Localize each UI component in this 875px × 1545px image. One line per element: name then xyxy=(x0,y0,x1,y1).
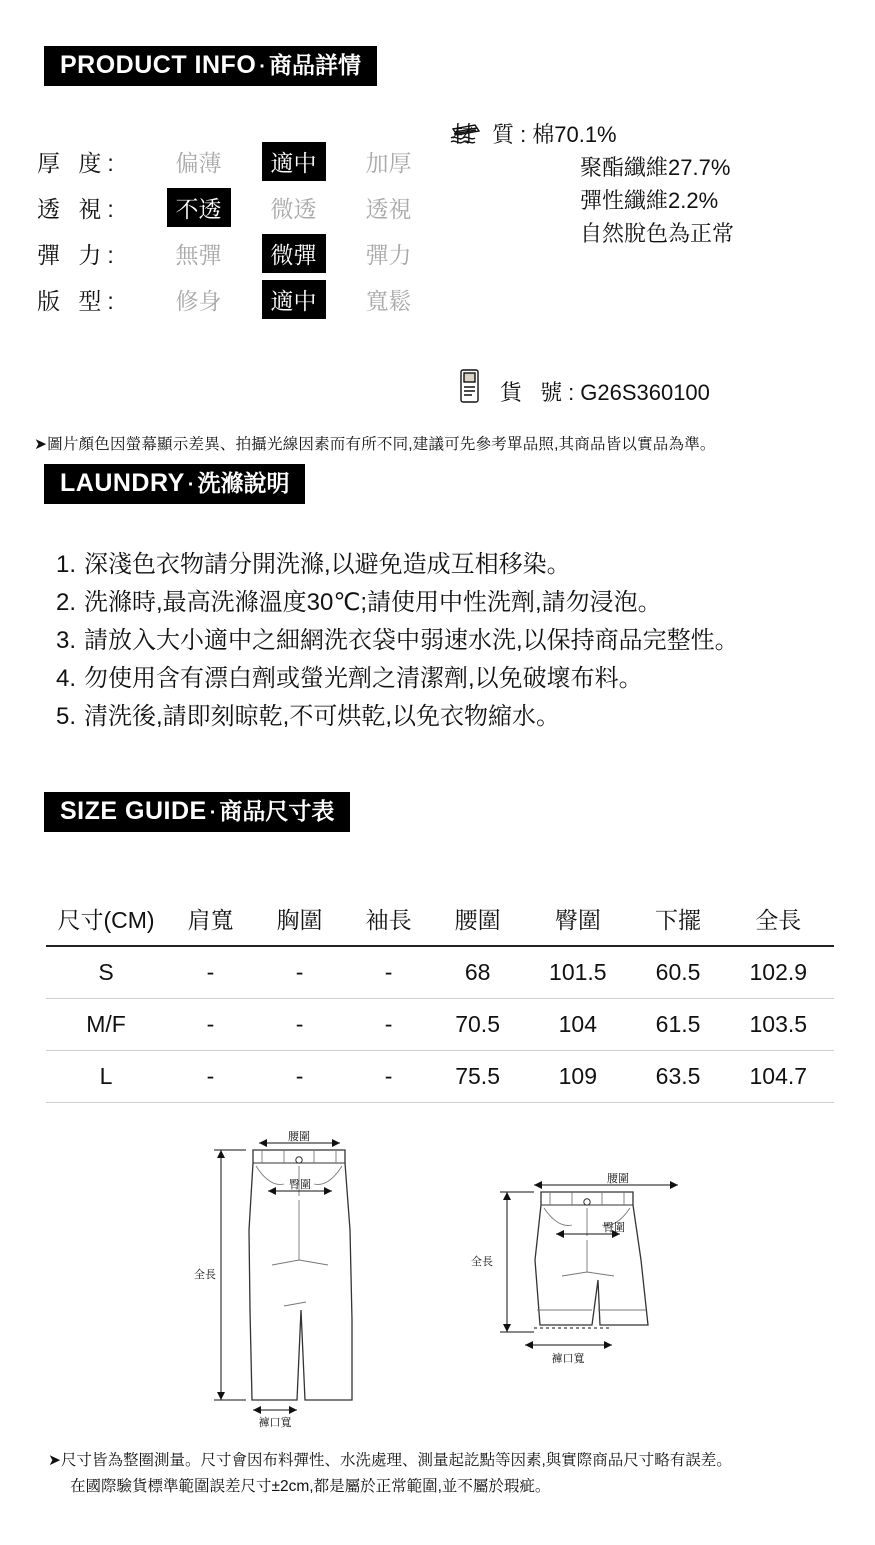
attribute-label-fit: 版 型: xyxy=(37,287,120,314)
size-row-2-cell-5: 109 xyxy=(522,1051,633,1103)
size-guide-band xyxy=(44,792,350,832)
size-col-header-2: 胸圍 xyxy=(255,890,344,946)
attribute-option-thickness-1-text: 適中 xyxy=(262,142,326,181)
material-info xyxy=(452,118,734,250)
table-header-row xyxy=(46,890,834,946)
size-row-2-cell-6: 63.5 xyxy=(634,1051,723,1103)
attribute-option-sheerness-1 xyxy=(246,184,341,230)
laundry-title-en: LAUNDRY xyxy=(60,469,185,497)
size-row-1-cell-1: - xyxy=(166,999,255,1051)
material-label: 材 質: xyxy=(452,122,533,147)
list-item xyxy=(42,698,739,736)
shorts-total-length-label: 全長 xyxy=(471,1256,493,1268)
attribute-row-fit xyxy=(36,276,436,322)
size-row-1-cell-5: 104 xyxy=(522,999,633,1051)
laundry-item-number-1: 1. xyxy=(55,551,76,578)
laundry-band xyxy=(44,464,305,504)
shorts-waist-label: 腰圍 xyxy=(607,1173,629,1185)
color-disclaimer-note: ➤圖片顏色因螢幕顯示差異、拍攝光線因素而有所不同,建議可先參考單品照,其商品皆以實品為準。 xyxy=(34,436,716,453)
attribute-option-thickness-2-text: 加厚 xyxy=(365,149,412,176)
laundry-item-number-2: 2. xyxy=(55,589,76,616)
laundry-item-text-1: 深淺色衣物請分開洗滌,以避免造成互相移染。 xyxy=(84,551,571,578)
attribute-option-fit-0-text: 修身 xyxy=(175,287,222,314)
attribute-option-sheerness-1-text: 微透 xyxy=(270,195,317,222)
attribute-option-thickness-1 xyxy=(246,138,341,184)
size-col-header-6: 下擺 xyxy=(634,890,723,946)
attribute-option-sheerness-2-text: 透視 xyxy=(365,195,412,222)
sku-label: 貨 號: xyxy=(500,380,581,405)
size-note-line-1: ➤尺寸皆為整圈測量。尺寸會因布料彈性、水洗處理、測量起訖點等因素,與實際商品尺寸略有誤差。 xyxy=(48,1452,732,1469)
product-info-band xyxy=(44,46,377,86)
product-info-dot: · xyxy=(259,56,266,78)
laundry-header xyxy=(44,464,305,504)
size-guide-title-zh: 商品尺寸表 xyxy=(219,798,335,824)
attribute-option-thickness-0-text: 偏薄 xyxy=(175,149,222,176)
size-row-2-cell-0: L xyxy=(46,1051,166,1103)
attribute-option-sheerness-0-text: 不透 xyxy=(167,188,231,227)
table-row xyxy=(46,1051,834,1103)
size-row-1-cell-4: 70.5 xyxy=(433,999,522,1051)
pants-waist-label: 腰圍 xyxy=(288,1131,310,1143)
size-row-0-cell-1: - xyxy=(166,946,255,999)
size-guide-table xyxy=(46,890,834,1103)
attribute-option-fit-2-text: 寬鬆 xyxy=(365,287,412,314)
shorts-hip-label: 臀圍 xyxy=(603,1222,625,1234)
size-row-0-cell-0: S xyxy=(46,946,166,999)
shorts-hem-width-label: 褲口寬 xyxy=(551,1353,585,1365)
size-row-0-cell-2: - xyxy=(255,946,344,999)
attribute-option-fit-2 xyxy=(341,276,436,322)
attribute-option-sheerness-0 xyxy=(151,184,246,230)
attribute-table xyxy=(36,138,436,322)
attribute-option-elasticity-0-text: 無彈 xyxy=(175,241,222,268)
measurement-diagrams xyxy=(0,1110,875,1430)
size-guide-dot: · xyxy=(209,802,217,824)
list-item xyxy=(42,546,739,584)
laundry-item-text-4: 勿使用含有漂白劑或螢光劑之清潔劑,以免破壞布料。 xyxy=(84,665,643,692)
attribute-label-elasticity: 彈 力: xyxy=(37,241,120,268)
pants-total-length-label: 全長 xyxy=(194,1269,216,1281)
sku-value: G26S360100 xyxy=(580,380,710,405)
material-value-1: 棉70.1% xyxy=(532,122,617,147)
product-info-title-zh: 商品詳情 xyxy=(268,52,361,78)
sku-info xyxy=(500,376,710,407)
size-row-0-cell-4: 68 xyxy=(433,946,522,999)
laundry-item-number-5: 5. xyxy=(55,703,76,730)
pants-hip-label: 臀圍 xyxy=(289,1179,311,1191)
laundry-item-number-3: 3. xyxy=(55,627,76,654)
size-guide-header xyxy=(44,792,350,832)
size-row-1-cell-3: - xyxy=(344,999,433,1051)
size-guide-title-en: SIZE GUIDE xyxy=(60,797,207,825)
attribute-option-elasticity-1 xyxy=(246,230,341,276)
attribute-option-thickness-2 xyxy=(341,138,436,184)
size-row-2-cell-3: - xyxy=(344,1051,433,1103)
size-row-0-cell-5: 101.5 xyxy=(522,946,633,999)
attribute-option-elasticity-1-text: 微彈 xyxy=(262,234,326,273)
size-row-0-cell-6: 60.5 xyxy=(634,946,723,999)
size-disclaimer-note xyxy=(48,1448,848,1500)
price-tag-icon xyxy=(455,368,485,404)
attribute-option-fit-0 xyxy=(151,276,246,322)
laundry-instruction-list xyxy=(42,546,739,736)
attribute-option-elasticity-2 xyxy=(341,230,436,276)
list-item xyxy=(42,584,739,622)
size-col-header-0: 尺寸(CM) xyxy=(46,890,166,946)
laundry-dot: · xyxy=(187,474,195,496)
product-info-header xyxy=(44,46,377,86)
list-item xyxy=(42,660,739,698)
table-row xyxy=(46,946,834,999)
laundry-item-number-4: 4. xyxy=(55,665,76,692)
size-col-header-5: 臀圍 xyxy=(522,890,633,946)
material-line-3: 彈性纖維2.2% xyxy=(580,188,719,213)
shorts-diagram xyxy=(500,1181,678,1349)
attribute-option-fit-1 xyxy=(246,276,341,322)
size-row-1-cell-7: 103.5 xyxy=(723,999,834,1051)
size-row-1-cell-2: - xyxy=(255,999,344,1051)
size-col-header-4: 腰圍 xyxy=(433,890,522,946)
attribute-option-elasticity-0 xyxy=(151,230,246,276)
laundry-title-zh: 洗滌說明 xyxy=(197,470,290,496)
size-note-line-2: 在國際驗貨標準範圍誤差尺寸±2cm,都是屬於正常範圍,並不屬於瑕疵。 xyxy=(70,1478,551,1495)
size-col-header-3: 袖長 xyxy=(344,890,433,946)
material-line-1 xyxy=(452,118,734,151)
list-item xyxy=(42,622,739,660)
attribute-option-thickness-0 xyxy=(151,138,246,184)
size-col-header-1: 肩寬 xyxy=(166,890,255,946)
size-row-2-cell-4: 75.5 xyxy=(433,1051,522,1103)
size-row-0-cell-3: - xyxy=(344,946,433,999)
material-line-2: 聚酯纖維27.7% xyxy=(580,155,731,180)
attribute-label-thickness: 厚 度: xyxy=(37,149,120,176)
size-row-0-cell-7: 102.9 xyxy=(723,946,834,999)
attribute-row-sheerness xyxy=(36,184,436,230)
laundry-item-text-2: 洗滌時,最高洗滌溫度30℃;請使用中性洗劑,請勿浸泡。 xyxy=(84,589,662,616)
attribute-label-sheerness: 透 視: xyxy=(37,195,120,222)
size-row-1-cell-0: M/F xyxy=(46,999,166,1051)
attribute-option-fit-1-text: 適中 xyxy=(262,280,326,319)
attribute-option-sheerness-2 xyxy=(341,184,436,230)
attribute-option-elasticity-2-text: 彈力 xyxy=(365,241,412,268)
long-pants-diagram xyxy=(214,1139,352,1414)
size-col-header-7: 全長 xyxy=(723,890,834,946)
product-info-title-en: PRODUCT INFO xyxy=(60,51,257,79)
size-row-1-cell-6: 61.5 xyxy=(634,999,723,1051)
laundry-item-text-5: 清洗後,請即刻晾乾,不可烘乾,以免衣物縮水。 xyxy=(84,703,561,730)
pants-hem-width-label: 褲口寬 xyxy=(258,1417,292,1429)
attribute-row-thickness xyxy=(36,138,436,184)
attribute-row-elasticity xyxy=(36,230,436,276)
size-row-2-cell-1: - xyxy=(166,1051,255,1103)
size-row-2-cell-7: 104.7 xyxy=(723,1051,834,1103)
table-row xyxy=(46,999,834,1051)
size-row-2-cell-2: - xyxy=(255,1051,344,1103)
laundry-item-text-3: 請放入大小適中之細網洗衣袋中弱速水洗,以保持商品完整性。 xyxy=(84,627,739,654)
material-line-4: 自然脫色為正常 xyxy=(580,221,735,246)
